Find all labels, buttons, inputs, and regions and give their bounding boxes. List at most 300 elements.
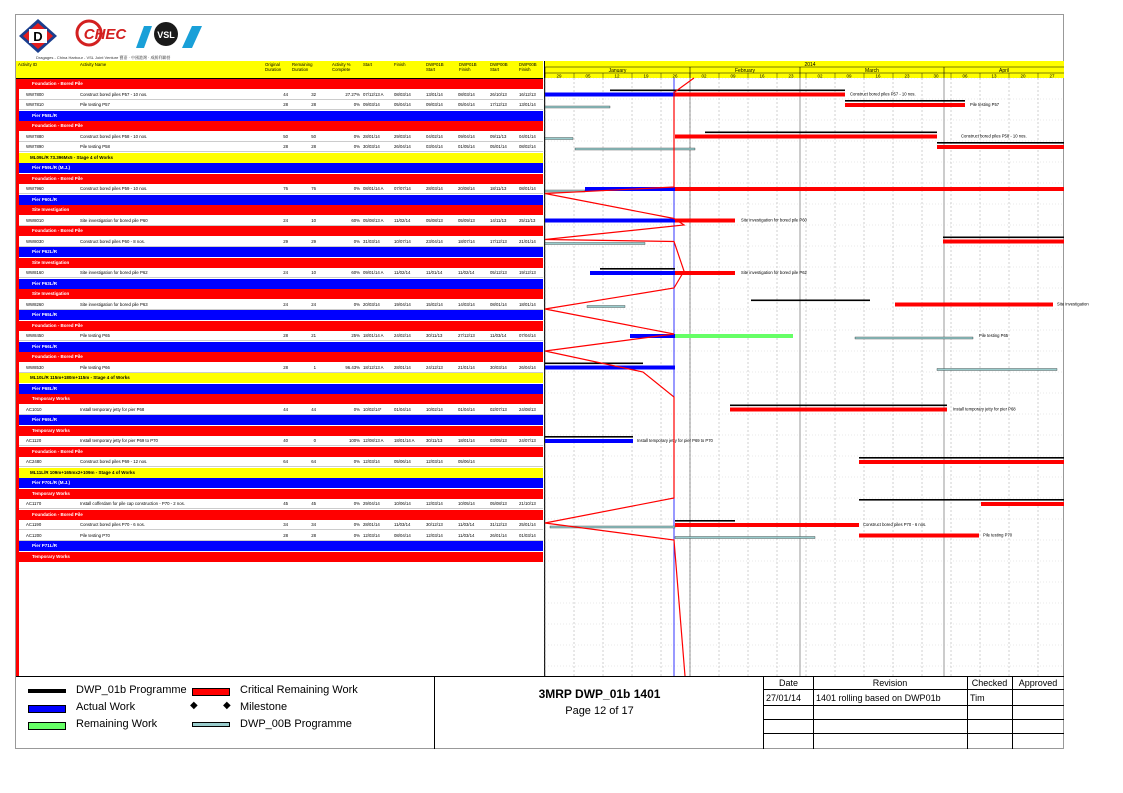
finish-date: 10/06/14 xyxy=(394,501,411,506)
title-block xyxy=(434,676,764,749)
gantt-bar-prog xyxy=(943,237,1064,239)
dwp00b-finish: 24/08/13 xyxy=(519,406,536,412)
gantt-bar-prog xyxy=(545,436,633,438)
gantt-bar-label: Pile testing P70 xyxy=(983,532,1013,538)
start-date: 31/03/14 xyxy=(363,238,380,244)
col-dwp00b-finish[interactable]: DWP00B Finish xyxy=(519,62,537,72)
logo-vsl-text: VSL xyxy=(157,30,175,40)
activity-id: WW7800 xyxy=(26,91,44,97)
dwp00b-start: 14/11/13 xyxy=(490,217,507,223)
percent-complete: 0% xyxy=(353,501,360,506)
table-row[interactable] xyxy=(16,363,543,373)
activity-name: Construct bored piles P59 - 10 nos. xyxy=(80,186,148,191)
page-number: Page 12 of 17 xyxy=(565,705,634,717)
activity-id: WW8450 xyxy=(26,333,44,338)
dwp00b-start: 11/03/14 xyxy=(490,333,507,338)
month-label: April xyxy=(998,68,1010,74)
legend-critical-swatch xyxy=(192,688,230,696)
divider xyxy=(764,689,1064,690)
gantt-bar-label: Pile testing P57 xyxy=(970,102,1000,107)
rev-revision-header: Revision xyxy=(872,678,908,688)
gantt-bar-crit xyxy=(981,502,1064,506)
start-date: 30/03/14 xyxy=(363,144,380,149)
legend xyxy=(16,676,434,749)
gantt-bar-prog xyxy=(600,268,675,270)
activity-name: Construct bored piles P57 - 10 nos. xyxy=(80,91,148,97)
col-activity-name[interactable]: Activity Name xyxy=(80,62,107,67)
dwp01b-finish: 05/04/14 xyxy=(458,102,475,107)
dwp01b-finish: 18/07/14 xyxy=(458,238,475,244)
table-row[interactable] xyxy=(16,436,543,446)
dragages-logo xyxy=(18,18,58,54)
gantt-bar-prog xyxy=(859,457,1064,459)
dwp01b-start: 12/03/14 xyxy=(426,459,443,464)
dwp01b-finish: 14/03/14 xyxy=(458,301,475,307)
dwp00b-start: 17/12/13 xyxy=(490,238,507,244)
percent-complete: 0% xyxy=(353,301,360,307)
dwp00b-finish: 08/01/14 xyxy=(519,186,536,191)
remaining-duration: 10 xyxy=(311,217,316,223)
original-duration: 24 xyxy=(283,301,288,307)
activity-name: Site investigation for bored pile P63 xyxy=(80,301,148,307)
col-start[interactable]: Start xyxy=(363,62,373,67)
milestone-diamond-icon: ◆ xyxy=(190,700,198,711)
activity-id: WW7890 xyxy=(26,144,44,149)
finish-date: 19/04/14 xyxy=(394,301,411,307)
start-date: 07/12/13 A xyxy=(363,91,384,97)
week-label: 02 xyxy=(701,73,707,79)
remaining-duration: 45 xyxy=(311,501,316,506)
start-date: 18/12/13 A xyxy=(363,364,384,370)
gantt-bar-prog xyxy=(937,142,1064,144)
dwp01b-finish: 20/08/14 xyxy=(458,186,475,191)
gantt-bar-base xyxy=(855,337,973,339)
activity-name: Pile testing P58 xyxy=(80,144,110,149)
dwp01b-finish: 27/12/13 xyxy=(458,333,475,338)
week-label: 30 xyxy=(933,73,939,79)
legend-remaining-swatch xyxy=(28,722,66,730)
wbs-band-row[interactable]: Foundation - Bored Pile xyxy=(16,510,543,520)
finish-date: 29/03/14 xyxy=(394,133,411,139)
wbs-band-row[interactable]: Pier P71L/R xyxy=(16,541,543,551)
gantt-bar-base xyxy=(937,369,1057,371)
gantt-bar-crit xyxy=(730,408,947,412)
dwp01b-start: 10/02/14 xyxy=(426,406,443,412)
col-dwp01b-start[interactable]: DWP01B Start xyxy=(426,62,444,72)
activity-name: Construct bored piles P58 - 10 nos. xyxy=(80,133,148,139)
dwp00b-start: 30/03/14 xyxy=(490,364,507,370)
dwp01b-start: 05/08/13 xyxy=(426,217,443,223)
dwp01b-start: 28/03/14 xyxy=(426,186,443,191)
finish-date: 18/01/14 A xyxy=(394,438,415,443)
wbs-band-row[interactable]: ML10L/R 115m+180m+115m - Stage 4 of Works xyxy=(16,373,543,383)
percent-complete: 100% xyxy=(349,438,360,443)
gantt-bar-base xyxy=(545,106,610,108)
dwp01b-start: 15/02/14 xyxy=(426,301,443,307)
percent-complete: 0% xyxy=(353,186,360,191)
gantt-bar-actual xyxy=(545,439,633,443)
start-date: 29/04/14 xyxy=(363,501,380,506)
gantt-bar-actual xyxy=(590,271,675,275)
week-label: 12 xyxy=(614,73,620,79)
month-label: January xyxy=(608,68,627,74)
percent-complete: 0% xyxy=(353,238,360,244)
finish-date: 08/03/14 xyxy=(394,91,411,97)
activity-id: WW8030 xyxy=(26,238,44,244)
gantt-bar-actual xyxy=(545,219,675,223)
activity-id: WW8260 xyxy=(26,301,44,307)
legend-actual-swatch xyxy=(28,705,66,713)
dwp00b-finish: 13/01/14 xyxy=(519,102,536,107)
wbs-band-row[interactable]: Pier P68L/R xyxy=(16,384,543,394)
dwp01b-finish: 05/06/14 xyxy=(458,459,475,464)
dwp01b-finish: 11/03/14 xyxy=(458,522,475,527)
week-label: 20 xyxy=(1020,73,1026,79)
wbs-band-row[interactable]: Foundation - Bored Pile xyxy=(16,321,543,331)
legend-milestone-label: Milestone xyxy=(240,701,288,713)
activity-id: AC2480 xyxy=(26,459,42,464)
finish-date: 26/04/14 xyxy=(394,144,411,149)
gantt-bar-prog xyxy=(751,300,870,302)
gantt-bar-prog xyxy=(705,132,937,134)
wbs-band-row[interactable]: Temporary Works xyxy=(16,394,543,404)
rev-date-header: Date xyxy=(778,678,798,688)
legend-baseline-label: DWP_00B Programme xyxy=(240,718,352,730)
dwp00b-start: 05/01/14 xyxy=(490,144,507,149)
activity-name: Pile testing P65 xyxy=(80,333,110,338)
finish-date: 05/06/14 xyxy=(394,459,411,464)
start-date: 28/01/14 xyxy=(363,522,380,527)
percent-complete: 0% xyxy=(353,133,360,139)
original-duration: 28 xyxy=(283,333,288,338)
col-percent-complete[interactable]: Activity % Complete xyxy=(332,62,351,72)
activity-id: WW7960 xyxy=(26,186,44,191)
gantt-bar-rem xyxy=(675,334,793,338)
logo-chec-text: CHEC xyxy=(83,26,127,43)
wbs-band-row[interactable]: Foundation - Bored Pile xyxy=(16,174,543,184)
finish-date: 11/02/14 xyxy=(394,270,411,275)
dwp00b-start: 18/11/13 xyxy=(490,186,507,191)
table-row[interactable] xyxy=(16,520,543,530)
gantt-bar-label: Pile testing P65 xyxy=(979,333,1009,338)
week-label: 05 xyxy=(585,73,591,79)
remaining-duration: 10 xyxy=(311,270,316,275)
remaining-duration: 28 xyxy=(311,102,316,107)
wbs-band-row[interactable]: Site Investigation xyxy=(16,258,543,268)
dwp00b-finish: 18/01/14 xyxy=(519,301,536,307)
activity-name: Construct bored piles P70 - 6 nos. xyxy=(80,522,145,527)
divider xyxy=(967,677,968,749)
start-date: 05/08/13 A xyxy=(363,217,384,223)
dwp00b-finish: 25/11/13 xyxy=(519,217,536,223)
table-row[interactable] xyxy=(16,300,543,310)
table-row[interactable] xyxy=(16,142,543,152)
remaining-duration: 21 xyxy=(311,333,316,338)
wbs-band-row[interactable]: Pier P62L/R xyxy=(16,247,543,257)
activity-id: AC1170 xyxy=(26,501,42,506)
week-label: 06 xyxy=(962,73,968,79)
gantt-bar-actual xyxy=(545,366,675,370)
gantt-bar-crit xyxy=(675,187,1064,191)
gantt-bar-base xyxy=(587,306,625,308)
dwp01b-finish: 01/05/14 xyxy=(458,144,475,149)
divider xyxy=(813,677,814,749)
table-row[interactable] xyxy=(16,100,543,110)
wbs-band-row[interactable]: Foundation - Bored Pile xyxy=(16,352,543,362)
dwp00b-start: 05/08/13 xyxy=(490,501,507,506)
legend-programme-label: DWP_01b Programme xyxy=(76,684,187,696)
finish-date: 10/07/14 xyxy=(394,238,411,244)
dwp00b-start: 26/10/13 xyxy=(490,91,507,97)
table-row[interactable] xyxy=(16,531,543,541)
wbs-band-row[interactable]: ML09L/R 73.396Mx5 - Stage 4 of Works xyxy=(16,153,543,163)
gantt-bar-label: Site investigation xyxy=(1057,301,1089,307)
table-row[interactable] xyxy=(16,268,543,278)
legend-baseline-swatch xyxy=(192,722,230,727)
table-row[interactable] xyxy=(16,132,543,142)
col-remaining-duration[interactable]: Remaining Duration xyxy=(292,62,313,72)
remaining-duration: 64 xyxy=(311,459,316,464)
dwp01b-start: 24/12/13 xyxy=(426,364,443,370)
percent-complete: 0% xyxy=(353,522,360,527)
dwp01b-finish: 11/03/14 xyxy=(458,532,475,538)
wbs-band-row[interactable]: Pier P63L/R xyxy=(16,279,543,289)
dwp01b-start: 03/04/14 xyxy=(426,144,443,149)
week-label: 13 xyxy=(991,73,997,79)
activity-id: WW8010 xyxy=(26,217,44,223)
original-duration: 24 xyxy=(283,270,288,275)
start-date: 12/03/14 xyxy=(363,532,380,538)
finish-date: 01/04/14 xyxy=(394,406,411,412)
gantt-bar-label: Construct bored piles P70 - 6 nos. xyxy=(863,522,927,527)
percent-complete: 0% xyxy=(353,406,360,412)
week-label: 23 xyxy=(788,73,794,79)
table-row[interactable] xyxy=(16,405,543,415)
divider xyxy=(1012,677,1013,749)
rev-checked-value: Tim xyxy=(970,693,985,703)
col-activity-id[interactable]: Activity ID xyxy=(18,62,38,67)
week-label: 09 xyxy=(846,73,852,79)
gantt-chart xyxy=(544,61,1089,676)
start-date: 09/01/14 A xyxy=(363,270,384,275)
percent-complete: 0% xyxy=(353,532,360,538)
wbs-band-row[interactable]: Foundation - Bored Pile xyxy=(16,79,543,89)
gantt-bar-crit xyxy=(937,145,1064,149)
percent-complete: 0% xyxy=(353,102,360,107)
col-finish[interactable]: Finish xyxy=(394,62,406,67)
dwp00b-start: 09/11/13 xyxy=(490,133,507,139)
dwp01b-finish: 05/09/13 xyxy=(458,217,475,223)
wbs-band-row[interactable]: Temporary Works xyxy=(16,426,543,436)
dwp01b-start: 12/03/14 xyxy=(426,501,443,506)
original-duration: 45 xyxy=(283,501,288,506)
legend-programme-swatch xyxy=(28,689,66,693)
gantt-bar-prog xyxy=(859,499,1064,501)
dwp00b-finish: 04/01/14 xyxy=(519,133,536,139)
gantt-bar-crit xyxy=(675,219,735,223)
activity-name: Site investigation for bored pile P62 xyxy=(80,270,148,275)
dwp01b-finish: 10/05/14 xyxy=(458,501,475,506)
rev-text-value: 1401 rolling based on DWP01b xyxy=(816,693,941,703)
dwp01b-start: 11/01/14 xyxy=(426,270,443,275)
dwp01b-start: 30/11/13 xyxy=(426,333,443,338)
remaining-duration: 24 xyxy=(311,301,316,307)
gantt-bar-label: Site investigation for bored pile P62 xyxy=(741,270,807,275)
dwp01b-start: 12/03/14 xyxy=(426,532,443,538)
col-dwp01b-finish[interactable]: DWP01B Finish xyxy=(459,62,477,72)
wbs-band-row[interactable]: Foundation - Bored Pile xyxy=(16,121,543,131)
activity-name: Pile testing P57 xyxy=(80,102,110,107)
month-label: March xyxy=(865,68,879,74)
week-label: 26 xyxy=(672,73,678,79)
activity-id: WW8160 xyxy=(26,270,44,275)
remaining-duration: 28 xyxy=(311,532,316,538)
gantt-bar-base xyxy=(545,138,573,140)
dwp01b-finish: 08/03/14 xyxy=(458,91,475,97)
col-original-duration[interactable]: Original Duration xyxy=(265,62,282,72)
start-date: 09/03/14 xyxy=(363,102,380,107)
table-row[interactable] xyxy=(16,216,543,226)
dwp01b-finish: 01/04/14 xyxy=(458,406,475,412)
dwp00b-finish: 25/01/14 xyxy=(519,522,536,527)
dwp01b-start: 04/02/14 xyxy=(426,133,443,139)
remaining-duration: 29 xyxy=(311,238,316,244)
table-row[interactable] xyxy=(16,331,543,341)
remaining-duration: 1 xyxy=(313,364,316,370)
gantt-bar-crit xyxy=(675,523,859,527)
dwp01b-start: 09/03/14 xyxy=(426,102,443,107)
wbs-band-row[interactable]: Temporary Works xyxy=(16,489,543,499)
wbs-band-row[interactable]: Pier P65L/R xyxy=(16,310,543,320)
wbs-band-row[interactable]: Foundation - Bored Pile xyxy=(16,226,543,236)
gantt-bar-label: Site investigation for bored pile P60 xyxy=(741,217,807,223)
dwp01b-start: 13/01/14 xyxy=(426,91,443,97)
activity-name: Install cofferdam for pile cap construction - P70 - 2 nos. xyxy=(80,501,186,506)
week-label: 23 xyxy=(904,73,910,79)
gantt-bar-label: Install temporary jetty for pier P68 xyxy=(953,406,1016,412)
wbs-band-row[interactable]: Site Investigation xyxy=(16,289,543,299)
percent-complete: 27.27% xyxy=(345,91,360,97)
wbs-band-row[interactable]: Foundation - Bored Pile xyxy=(16,447,543,457)
remaining-duration: 50 xyxy=(311,133,316,139)
remaining-duration: 34 xyxy=(311,522,316,527)
table-row[interactable] xyxy=(16,457,543,467)
dwp01b-finish: 09/04/14 xyxy=(458,133,475,139)
wbs-band-row[interactable]: Site Investigation xyxy=(16,205,543,215)
activity-name: Site investigation for bored pile P60 xyxy=(80,217,148,223)
joint-venture-caption: Dragages - China Harbour - VSL Joint Venture 寶嘉 · 中國港灣 · 威勝利聯營 xyxy=(36,55,171,60)
original-duration: 64 xyxy=(283,459,288,464)
finish-date: 11/02/14 xyxy=(394,217,411,223)
gantt-bar-prog xyxy=(730,405,947,407)
table-row[interactable] xyxy=(16,90,543,100)
gantt-bar-prog xyxy=(610,90,845,92)
legend-critical-label: Critical Remaining Work xyxy=(240,684,358,696)
percent-complete: 25% xyxy=(351,333,360,338)
week-label: 27 xyxy=(1049,73,1055,79)
table-header xyxy=(16,61,543,79)
wbs-band-row[interactable]: Pier P66L/R xyxy=(16,342,543,352)
start-date: 12/08/13 A xyxy=(363,438,384,443)
original-duration: 76 xyxy=(283,186,288,191)
start-date: 10/02/14* xyxy=(363,406,382,412)
original-duration: 44 xyxy=(283,406,288,412)
original-duration: 40 xyxy=(283,438,288,443)
wbs-band-row[interactable]: Pier P70L/R (M.J.) xyxy=(16,478,543,488)
start-date: 20/03/14 xyxy=(363,301,380,307)
activity-name: Construct bored piles P60 - 8 nos. xyxy=(80,238,145,244)
start-date: 28/01/14 xyxy=(363,133,380,139)
gantt-bar-prog xyxy=(845,100,965,102)
gantt-bar-prog xyxy=(545,363,643,365)
dwp00b-finish: 01/03/14 xyxy=(519,532,536,538)
rev-checked-header: Checked xyxy=(971,678,1008,688)
wbs-band-row[interactable]: Pier P69L/R xyxy=(16,415,543,425)
finish-date: 05/04/14 xyxy=(394,102,411,107)
activity-id: AC1200 xyxy=(26,532,42,538)
divider xyxy=(764,733,1064,734)
milestone-diamond-icon: ◆ xyxy=(223,700,231,711)
month-label: February xyxy=(734,68,756,74)
dwp00b-start: 05/12/13 xyxy=(490,270,507,275)
table-row[interactable] xyxy=(16,237,543,247)
finish-date: 08/04/14 xyxy=(394,532,411,538)
dwp00b-finish: 26/04/14 xyxy=(519,364,536,370)
dwp00b-finish: 16/12/13 xyxy=(519,91,536,97)
timescale-year: 2014 xyxy=(804,62,816,68)
original-duration: 28 xyxy=(283,102,288,107)
gantt-canvas xyxy=(545,61,1089,676)
gantt-bar-label: Construct bored piles P58 - 10 nos. xyxy=(961,133,1027,139)
wbs-band-row[interactable]: Pier P60L/R xyxy=(16,195,543,205)
original-duration: 29 xyxy=(283,238,288,244)
gantt-bar-crit xyxy=(895,303,1053,307)
gantt-bar-base xyxy=(575,148,695,150)
gantt-bar-crit xyxy=(845,103,965,107)
activity-name: Install temporary jetty for pier P69 to P70 xyxy=(80,438,158,443)
dwp00b-finish: 21/01/14 xyxy=(519,238,536,244)
dwp01b-finish: 11/02/14 xyxy=(458,270,475,275)
dwp01b-start: 23/04/14 xyxy=(426,238,443,244)
table-row[interactable] xyxy=(16,184,543,194)
original-duration: 28 xyxy=(283,144,288,149)
percent-complete: 0% xyxy=(353,144,360,149)
chec-logo xyxy=(75,18,130,48)
percent-complete: 60% xyxy=(351,270,360,275)
rev-approved-header: Approved xyxy=(1018,678,1058,688)
week-label: 19 xyxy=(643,73,649,79)
dwp00b-start: 03/05/13 xyxy=(490,438,507,443)
dwp01b-finish: 18/01/14 xyxy=(458,438,475,443)
gantt-bar-crit xyxy=(943,240,1064,244)
col-dwp00b-start[interactable]: DWP00B Start xyxy=(490,62,508,72)
report-title: 3MRP DWP_01b 1401 xyxy=(538,687,661,701)
wbs-band-row[interactable]: Pier P59L/R (M.J.) xyxy=(16,163,543,173)
wbs-band-row[interactable]: Temporary Works xyxy=(16,552,543,562)
wbs-band-row[interactable]: ML11L/R 109m+165mx2+109m - Stage 4 of Works xyxy=(16,468,543,478)
table-row[interactable] xyxy=(16,499,543,509)
dwp01b-finish: 21/01/14 xyxy=(458,364,475,370)
activity-id: WW7880 xyxy=(26,133,44,139)
gantt-bar-prog xyxy=(675,520,735,522)
wbs-band-row[interactable]: Pier P58L/R xyxy=(16,111,543,121)
finish-date: 07/07/14 xyxy=(394,186,411,191)
original-duration: 44 xyxy=(283,91,288,97)
start-date: 18/01/14 A xyxy=(363,333,384,338)
finish-date: 11/03/14 xyxy=(394,522,411,527)
remaining-duration: 32 xyxy=(311,91,316,97)
remaining-duration: 28 xyxy=(311,144,316,149)
